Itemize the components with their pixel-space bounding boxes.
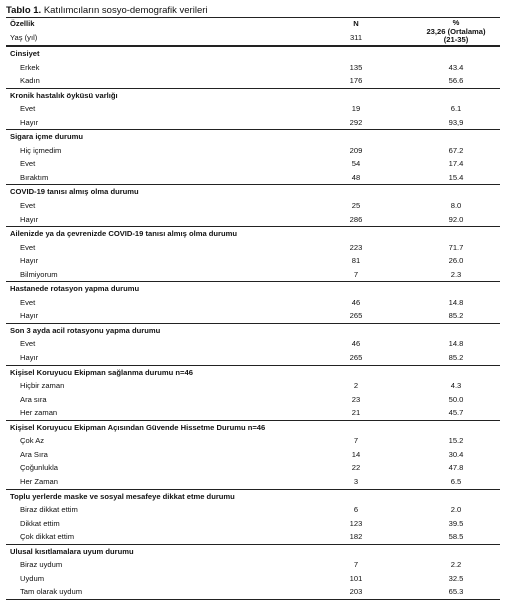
- row-count: 265: [349, 353, 363, 363]
- row-count: 46: [351, 339, 361, 349]
- age-n: 311: [349, 33, 363, 42]
- row-count: 223: [349, 242, 363, 252]
- row-label: Dikkat ettim: [20, 518, 60, 528]
- row-label: Evet: [20, 297, 36, 307]
- row-count: 182: [349, 532, 363, 542]
- table-row: [6, 351, 500, 365]
- row-label: Ara sıra: [20, 394, 47, 404]
- table-row: [6, 379, 500, 393]
- row-label: Hiç içmedim: [20, 145, 62, 155]
- header-percent-symbol: %: [452, 18, 460, 27]
- table-row: [6, 461, 500, 475]
- section-heading: [6, 226, 500, 241]
- row-count: 135: [349, 62, 363, 72]
- row-count: 7: [353, 560, 359, 570]
- row-percent: 26.0: [448, 256, 464, 266]
- table-row: [6, 199, 500, 213]
- row-percent: 93,9: [448, 117, 464, 127]
- row-count: 23: [351, 394, 361, 404]
- row-count: 7: [353, 436, 359, 446]
- table-row: [6, 517, 500, 531]
- section-heading: [6, 489, 500, 504]
- row-label: Hayır: [20, 117, 39, 127]
- section-heading: [6, 365, 500, 380]
- row-label: Hayır: [20, 256, 39, 266]
- row-percent: 8.0: [450, 201, 462, 211]
- table-row: [6, 393, 500, 407]
- row-percent: 58.5: [448, 532, 464, 542]
- section-heading: [6, 184, 500, 199]
- row-count: 265: [349, 311, 363, 321]
- row-count: 81: [351, 256, 361, 266]
- row-count: 123: [349, 518, 363, 528]
- row-label: Uydum: [20, 573, 45, 583]
- table-row: [6, 558, 500, 572]
- table-row: [6, 157, 500, 171]
- row-label: Hiçbir zaman: [20, 381, 65, 391]
- header-percent: [411, 19, 501, 45]
- row-label: Çok dikkat ettim: [20, 532, 75, 542]
- table-row: [6, 572, 500, 586]
- row-count: 286: [349, 214, 363, 224]
- row-percent: 2.3: [450, 269, 462, 279]
- row-percent: 39.5: [448, 518, 464, 528]
- row-count: 48: [351, 172, 361, 182]
- row-count: 25: [351, 201, 361, 211]
- section-title: Son 3 ayda acil rotasyonu yapma durumu: [10, 325, 161, 335]
- row-label: Biraz uydum: [20, 560, 63, 570]
- table-body: [6, 46, 500, 599]
- row-count: 2: [353, 381, 359, 391]
- row-count: 292: [349, 117, 363, 127]
- row-percent: 92.0: [448, 214, 464, 224]
- section-heading: [6, 281, 500, 296]
- table-row: [6, 309, 500, 323]
- age-label: Yaş (yıl): [10, 33, 38, 42]
- row-percent: 43.4: [448, 62, 464, 72]
- row-count: 46: [351, 297, 361, 307]
- header-feature: Özellik: [10, 19, 35, 28]
- row-percent: 4.3: [450, 381, 462, 391]
- caption-text: Katılımcıların sosyo-demografik verileri: [41, 5, 208, 16]
- row-label: Çok Az: [20, 436, 45, 446]
- table-caption: [6, 5, 208, 16]
- table-row: [6, 61, 500, 75]
- header-mean: 23,26 (Ortalama): [426, 26, 486, 36]
- row-percent: 47.8: [448, 463, 464, 473]
- section-title: Toplu yerlerde maske ve sosyal mesafeye dikkat etme durumu: [10, 491, 235, 501]
- row-count: 209: [349, 145, 363, 155]
- row-label: Evet: [20, 242, 36, 252]
- row-count: 22: [351, 463, 361, 473]
- row-label: Her zaman: [20, 408, 58, 418]
- row-percent: 15.4: [448, 172, 464, 182]
- row-label: Biraz dikkat ettim: [20, 505, 78, 515]
- row-count: 101: [349, 573, 363, 583]
- table-row: [6, 406, 500, 420]
- row-percent: 32.5: [448, 573, 464, 583]
- row-label: Evet: [20, 104, 36, 114]
- row-percent: 50.0: [448, 394, 464, 404]
- header-n: N: [353, 19, 359, 28]
- row-percent: 85.2: [448, 311, 464, 321]
- section-title: COVID-19 tanısı almış olma durumu: [10, 187, 139, 197]
- row-percent: 2.0: [450, 505, 462, 515]
- section-title: Sigara içme durumu: [10, 132, 84, 142]
- table-number: Tablo 1.: [6, 5, 42, 16]
- table-row: [6, 585, 500, 599]
- section-title: Ailenizde ya da çevrenizde COVID-19 tanısı almış olma durumu: [10, 229, 238, 239]
- row-label: Tam olarak uydum: [20, 587, 83, 597]
- table-row: [6, 254, 500, 268]
- table-row: [6, 503, 500, 517]
- table-row: [6, 116, 500, 130]
- section-title: Ulusal kısıtlamalara uyum durumu: [10, 546, 134, 556]
- row-label: Hayır: [20, 214, 39, 224]
- section-title: Kişisel Koruyucu Ekipman sağlanma durumu n=46: [10, 367, 193, 377]
- table-row: [6, 241, 500, 255]
- row-percent: 30.4: [448, 449, 464, 459]
- row-label: Çoğunlukla: [20, 463, 58, 473]
- table-row: [6, 475, 500, 489]
- row-percent: 67.2: [448, 145, 464, 155]
- row-count: 203: [349, 587, 363, 597]
- row-percent: 71.7: [448, 242, 464, 252]
- section-heading: [6, 323, 500, 338]
- section-heading: [6, 129, 500, 144]
- row-percent: 15.2: [448, 436, 464, 446]
- section-heading: [6, 46, 500, 61]
- row-percent: 65.3: [448, 587, 464, 597]
- row-percent: 2.2: [450, 560, 462, 570]
- row-percent: 85.2: [448, 353, 464, 363]
- table-row: [6, 434, 500, 448]
- table-row: [6, 102, 500, 116]
- table-row: [6, 74, 500, 88]
- row-label: Bıraktım: [20, 172, 49, 182]
- row-label: Ara Sıra: [20, 449, 48, 459]
- row-label: Hayır: [20, 353, 39, 363]
- row-percent: 6.5: [450, 476, 462, 486]
- row-percent: 17.4: [448, 159, 464, 169]
- table-row: [6, 448, 500, 462]
- row-label: Hayır: [20, 311, 39, 321]
- section-heading: [6, 420, 500, 435]
- row-label: Kadın: [20, 76, 40, 86]
- row-label: Evet: [20, 159, 36, 169]
- row-count: 176: [349, 76, 363, 86]
- row-count: 54: [351, 159, 361, 169]
- table-row: [6, 530, 500, 544]
- row-count: 19: [351, 104, 361, 114]
- row-label: Bilmiyorum: [20, 269, 58, 279]
- row-count: 3: [353, 476, 359, 486]
- row-count: 14: [351, 449, 361, 459]
- table-row: [6, 144, 500, 158]
- row-percent: 14.8: [448, 339, 464, 349]
- section-title: Cinsiyet: [10, 49, 40, 58]
- table-row: [6, 296, 500, 310]
- row-label: Erkek: [20, 62, 40, 72]
- section-title: Kişisel Koruyucu Ekipman Açısından Güvende Hissetme Durumu n=46: [10, 422, 266, 432]
- table-row: [6, 337, 500, 351]
- header-range: (21-35): [443, 35, 469, 45]
- table-header: [6, 17, 500, 46]
- row-percent: 56.6: [448, 76, 464, 86]
- demographics-table: [6, 17, 500, 600]
- row-count: 7: [353, 269, 359, 279]
- row-percent: 45.7: [448, 408, 464, 418]
- row-count: 21: [351, 408, 361, 418]
- section-title: Hastanede rotasyon yapma durumu: [10, 284, 140, 294]
- table-row: [6, 268, 500, 282]
- table-row: [6, 171, 500, 185]
- row-label: Evet: [20, 201, 36, 211]
- section-heading: [6, 88, 500, 103]
- section-title: Kronik hastalık öyküsü varlığı: [10, 90, 118, 100]
- table-row: [6, 213, 500, 227]
- row-count: 6: [353, 505, 359, 515]
- row-label: Evet: [20, 339, 36, 349]
- row-percent: 14.8: [448, 297, 464, 307]
- section-heading: [6, 544, 500, 559]
- row-label: Her Zaman: [20, 476, 58, 486]
- row-percent: 6.1: [450, 104, 462, 114]
